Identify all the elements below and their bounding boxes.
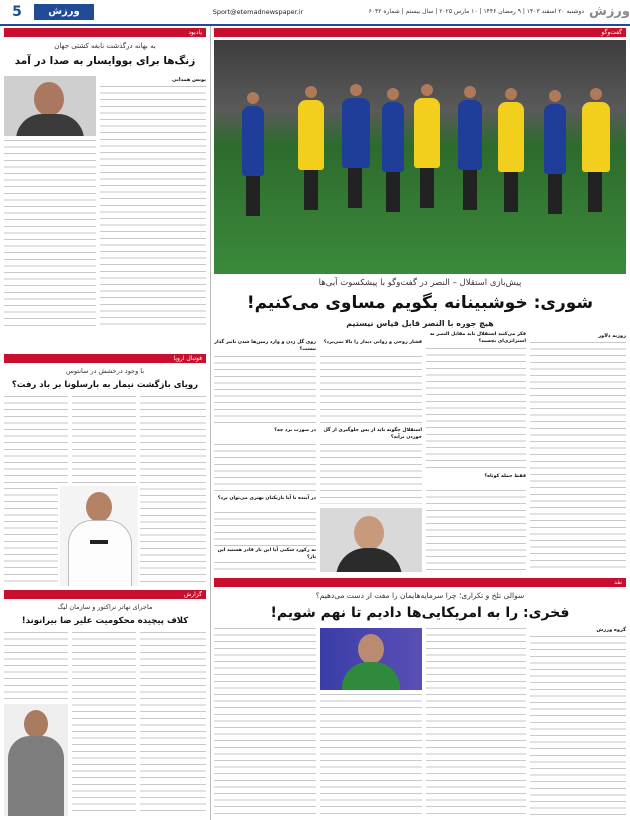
text-column: [320, 356, 422, 426]
column-divider: [210, 26, 211, 820]
text-column: [214, 628, 316, 816]
text-column: [140, 396, 206, 586]
story-tag: گفت‌و‌گو: [597, 28, 626, 37]
text-column: [530, 636, 626, 816]
text-column: [214, 512, 316, 546]
fakhri-photo: [320, 628, 422, 690]
question: به رکورد شکنی آیا این بار قادر هستید این بار؟: [217, 548, 316, 560]
question: فقط حمله کوتاه؟: [484, 474, 526, 479]
text-column: [140, 632, 206, 816]
main-byline: روزبه دلاور: [598, 333, 626, 339]
story-tag: یادبود: [168, 28, 206, 37]
text-column: [214, 562, 316, 572]
text-column: [320, 444, 422, 504]
text-column: [72, 632, 136, 816]
dateline: دوشنبه ۲۰ اسفند ۱۴۰۳ | ۹ رمضان ۱۴۴۶ | ۱۰ مارس ۲۰۲۵ | سال بیستم | شماره ۶۰۴۲: [368, 8, 584, 15]
story3-kicker: ماجرای تهاتر تراکتور و سازمان لیگ: [57, 603, 153, 611]
text-column: [214, 356, 316, 426]
question: فشار روحی و روانی دیدار را بالا نمی‌برد؟: [323, 340, 422, 345]
text-column: [320, 694, 422, 816]
question: استقلال چگونه باید از پس جلوگیری از گل خوردن برآید؟: [323, 428, 422, 440]
sport-logo: ورزش: [589, 4, 630, 19]
main-subhead: هیچ جوره با النصر قابل قیاس نیستیم: [346, 319, 494, 328]
text-column: [4, 396, 68, 484]
text-column: [426, 348, 526, 472]
second-headline: فخری: را به امریکایی‌ها دادیم تا نهم شویم!: [270, 605, 570, 621]
text-column: [530, 342, 626, 572]
neymar-photo: [60, 486, 138, 586]
story2-kicker: با وجود درخشش در سانتوس: [65, 367, 145, 375]
text-column: [214, 444, 316, 494]
main-kicker: پیش‌بازی استقلال – النصر در گفت‌وگو با پیشکسوت آبی‌ها: [318, 278, 522, 288]
story3-headline: کلاف پیچیده محکومیت علیر ضا بیرانوند!: [21, 616, 189, 626]
tag-bar: [214, 578, 626, 587]
second-byline: گروه ورزش: [596, 627, 626, 633]
story-tag: نقد: [610, 578, 626, 587]
story-tag: فوتبال اروپا: [150, 354, 206, 363]
text-column: [426, 628, 526, 816]
tag-bar: [214, 28, 626, 37]
story2-headline: رویای بازگشت نیمار به بارسلونا بر باد رفت؟: [11, 380, 199, 390]
wrestler-portrait: [4, 76, 96, 136]
section-title: ورزش: [34, 4, 94, 20]
story-tag: گزارش: [170, 590, 206, 599]
second-kicker: سوالی تلخ و تکراری؛ چرا سرمایه‌هایمان را مفت از دست می‌دهیم؟: [315, 591, 525, 600]
website-email[interactable]: Sport@etemadnewspaper.ir: [212, 8, 304, 16]
main-headline: شوری: خوشبینانه بگویم مساوی می‌کنیم!: [246, 293, 594, 313]
text-column: [4, 140, 96, 326]
text-column: [4, 632, 68, 700]
question: فکر می‌کنید استقلال باید مقابل النصر به استراتژی‌ای بچسبد؟: [429, 332, 526, 344]
question: در صورت برد چه؟: [274, 428, 316, 433]
text-column: [4, 488, 58, 586]
story1-byline: یونس همدانی: [171, 77, 206, 83]
team-photo: [214, 40, 626, 274]
page-number: 5: [12, 4, 22, 20]
question: در آینده با آیا بازیکنان بهتری می‌توان برد؟: [217, 496, 316, 501]
text-column: [100, 86, 206, 326]
text-column: [426, 490, 526, 572]
coach-portrait: [320, 508, 422, 572]
story1-kicker: به بهانه درگذشت نابغه کشتی جهان: [54, 42, 156, 50]
beiranvand-photo: [4, 704, 68, 816]
text-column: [72, 396, 136, 484]
question: روی گل زدن و وارد زمین‌ها شدن تاثیر گذار نیست؟: [214, 340, 316, 352]
story1-headline: زنگ‌ها برای بووایسار به صدا در آمد: [14, 55, 196, 67]
